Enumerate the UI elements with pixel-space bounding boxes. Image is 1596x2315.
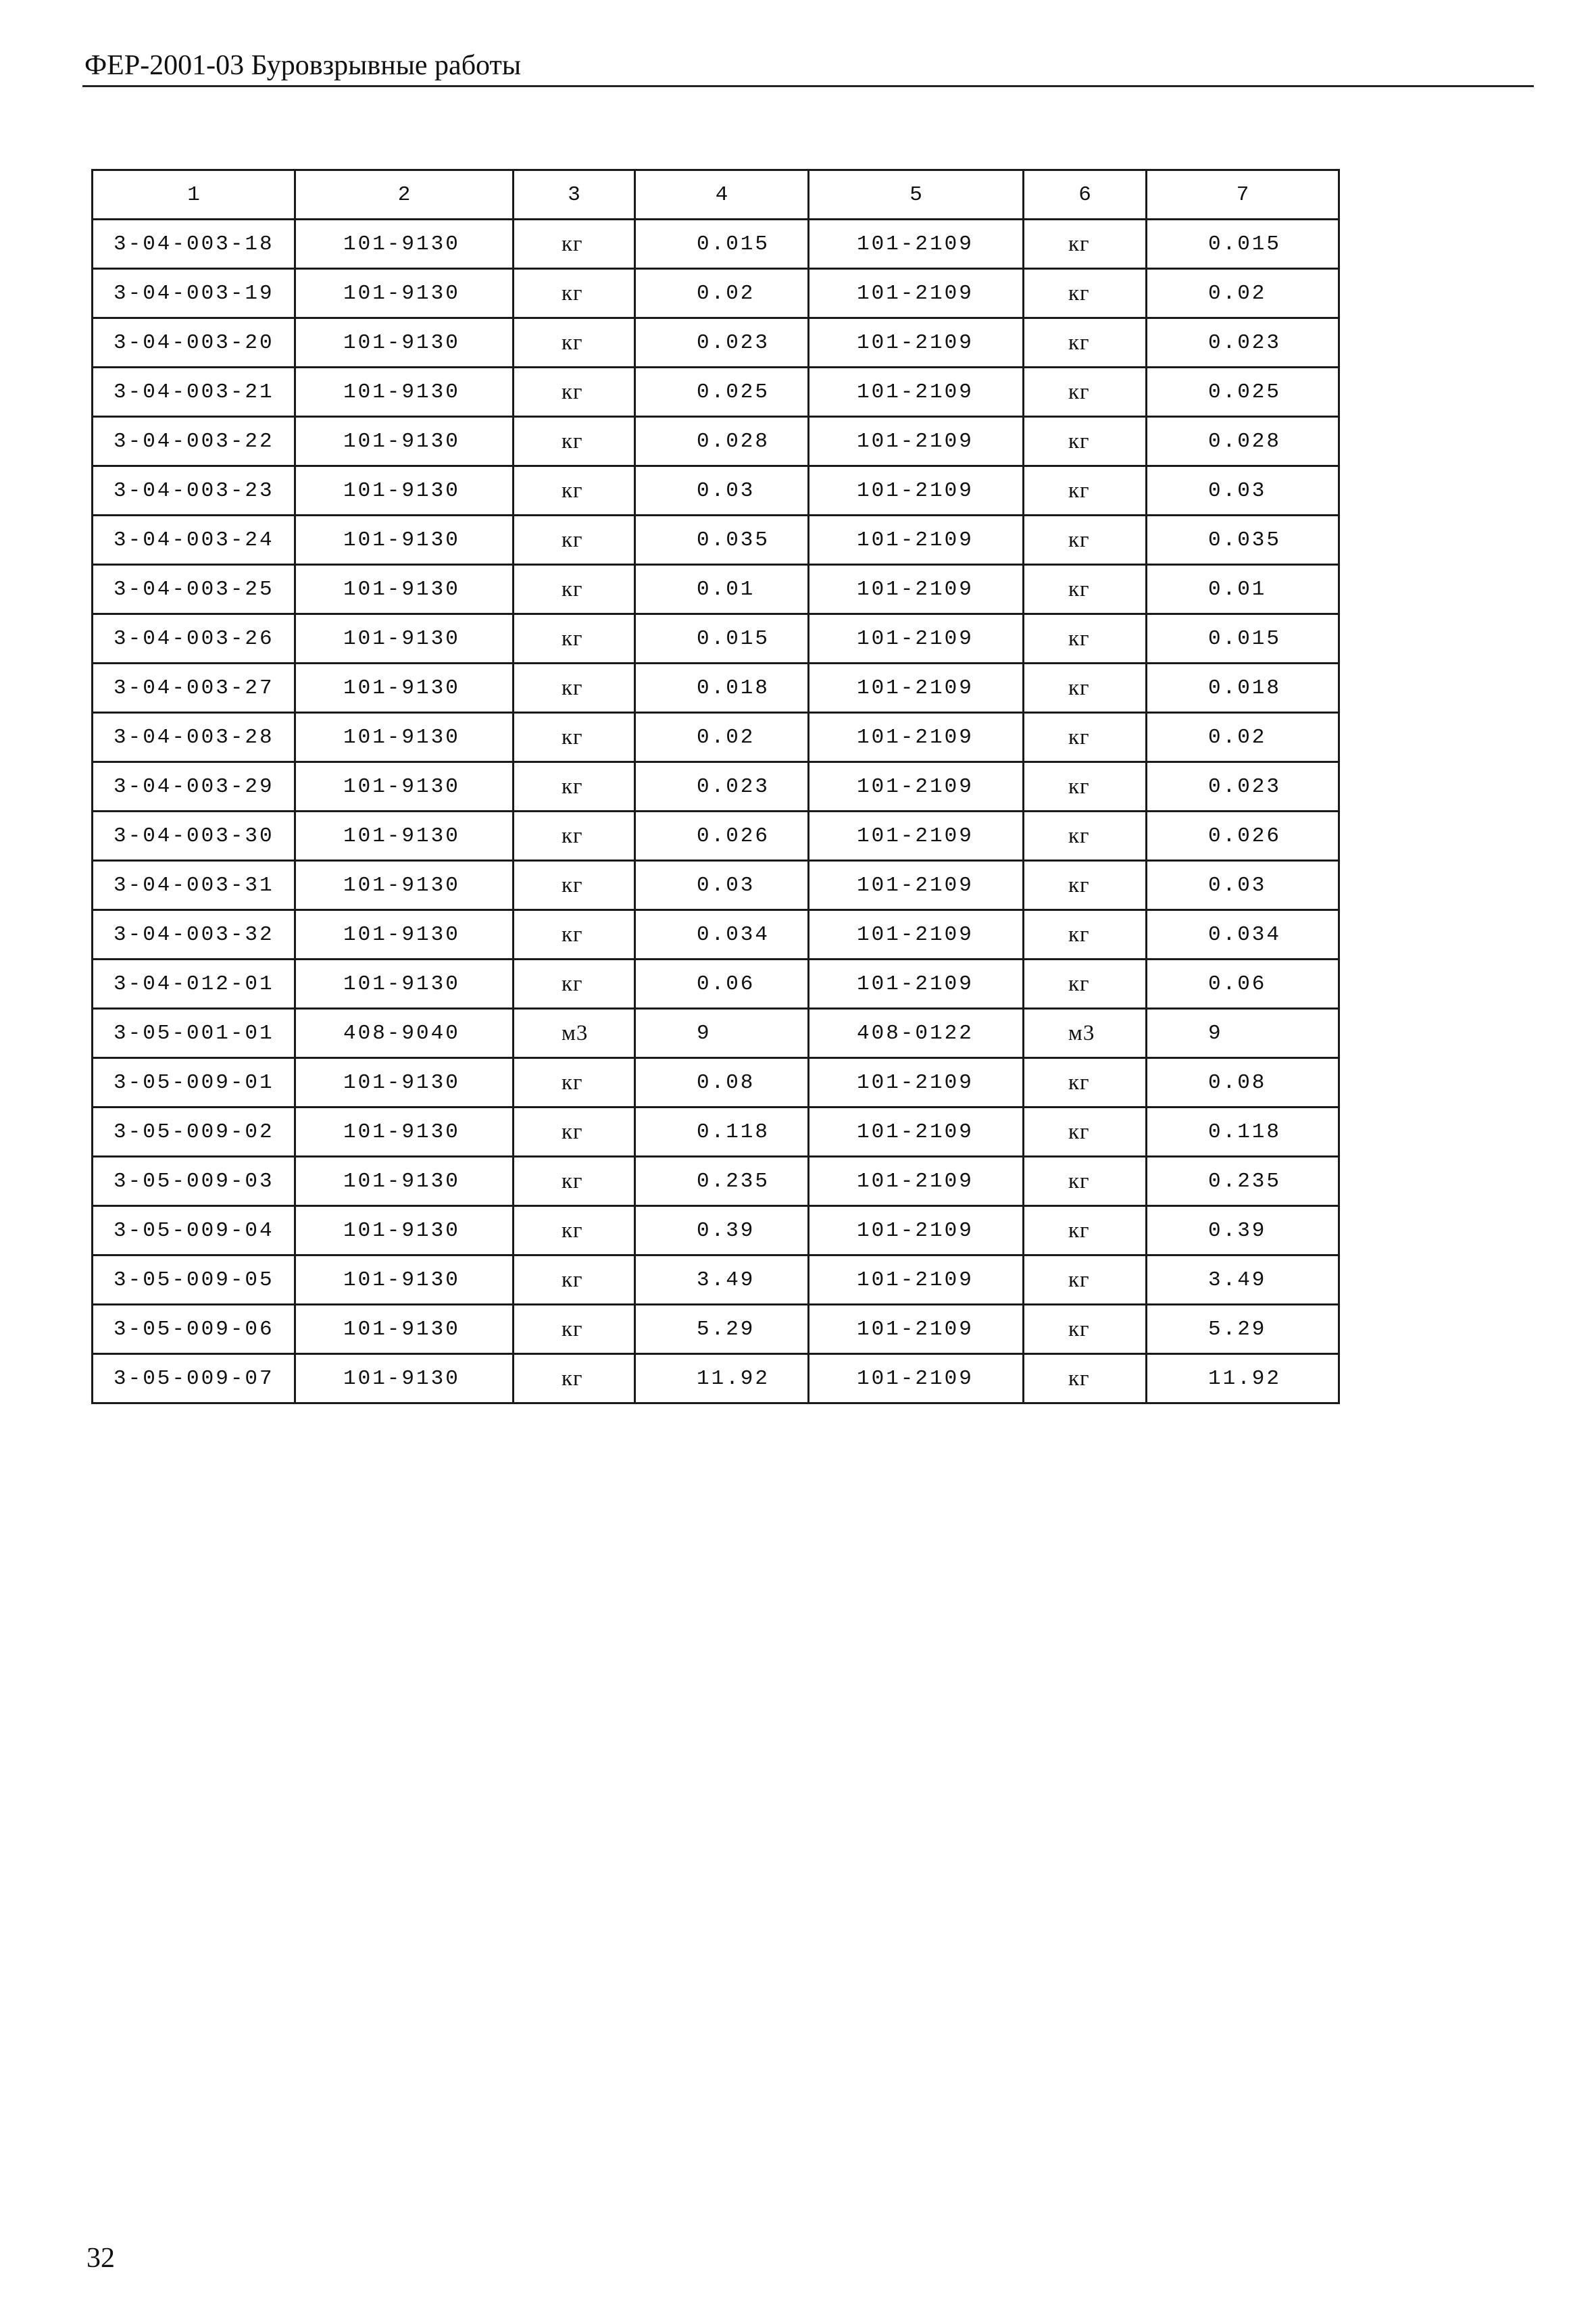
resource-code-cell: 101-9130 (295, 812, 514, 861)
replacement-code-cell: 101-2109 (809, 1058, 1024, 1107)
table-row (93, 318, 1339, 368)
column-header: 7 (1147, 170, 1339, 220)
quantity-cell: 0.235 (635, 1157, 809, 1206)
resource-code-cell: 101-9130 (295, 1206, 514, 1255)
table-row (93, 1009, 1339, 1058)
rate-code-cell: 3-04-003-29 (93, 762, 295, 812)
rate-code-cell: 3-05-009-01 (93, 1058, 295, 1107)
unit-cell: кг (514, 318, 635, 368)
unit-cell: кг (514, 220, 635, 269)
column-header: 6 (1024, 170, 1147, 220)
table-row (93, 861, 1339, 910)
resource-code-cell: 101-9130 (295, 417, 514, 466)
resource-code-cell: 101-9130 (295, 1255, 514, 1305)
quantity-cell: 11.92 (635, 1354, 809, 1403)
replacement-code-cell: 101-2109 (809, 812, 1024, 861)
rate-code-cell: 3-05-009-05 (93, 1255, 295, 1305)
quantity-cell: 5.29 (635, 1305, 809, 1354)
table-row (93, 466, 1339, 516)
rate-code-cell: 3-04-003-32 (93, 910, 295, 960)
table-body (93, 170, 1339, 1403)
replacement-unit-cell: кг (1024, 713, 1147, 762)
resource-code-cell: 101-9130 (295, 318, 514, 368)
rate-code-cell: 3-04-003-19 (93, 269, 295, 318)
resource-code-cell: 101-9130 (295, 1107, 514, 1157)
replacement-unit-cell: кг (1024, 1305, 1147, 1354)
replacement-code-cell: 101-2109 (809, 614, 1024, 664)
replacement-code-cell: 101-2109 (809, 1305, 1024, 1354)
quantity-cell: 0.018 (635, 664, 809, 713)
unit-cell: кг (514, 368, 635, 417)
table-row (93, 1354, 1339, 1403)
rate-code-cell: 3-04-012-01 (93, 960, 295, 1009)
resource-code-cell: 101-9130 (295, 1305, 514, 1354)
replacement-unit-cell: кг (1024, 664, 1147, 713)
resource-code-cell: 101-9130 (295, 220, 514, 269)
rate-code-cell: 3-04-003-27 (93, 664, 295, 713)
replacement-code-cell: 101-2109 (809, 1354, 1024, 1403)
table-row (93, 516, 1339, 565)
resource-code-cell: 101-9130 (295, 664, 514, 713)
quantity-cell: 0.03 (635, 466, 809, 516)
replacement-unit-cell: кг (1024, 614, 1147, 664)
replacement-unit-cell: кг (1024, 565, 1147, 614)
resource-code-cell: 101-9130 (295, 960, 514, 1009)
quantity-cell: 0.028 (635, 417, 809, 466)
column-header: 2 (295, 170, 514, 220)
replacement-code-cell: 101-2109 (809, 220, 1024, 269)
table-row (93, 565, 1339, 614)
resource-code-cell: 101-9130 (295, 614, 514, 664)
replacement-quantity-cell: 0.03 (1147, 466, 1339, 516)
replacement-quantity-cell: 0.02 (1147, 269, 1339, 318)
replacement-code-cell: 408-0122 (809, 1009, 1024, 1058)
rate-code-cell: 3-05-009-07 (93, 1354, 295, 1403)
replacement-unit-cell: кг (1024, 368, 1147, 417)
replacement-code-cell: 101-2109 (809, 269, 1024, 318)
replacement-code-cell: 101-2109 (809, 565, 1024, 614)
replacement-code-cell: 101-2109 (809, 368, 1024, 417)
unit-cell: кг (514, 1157, 635, 1206)
table-row (93, 1058, 1339, 1107)
table-row (93, 1305, 1339, 1354)
table-row (93, 1206, 1339, 1255)
replacement-code-cell: 101-2109 (809, 960, 1024, 1009)
unit-cell: кг (514, 664, 635, 713)
replacement-unit-cell: кг (1024, 417, 1147, 466)
replacement-unit-cell: кг (1024, 466, 1147, 516)
quantity-cell: 0.06 (635, 960, 809, 1009)
quantity-cell: 3.49 (635, 1255, 809, 1305)
replacement-quantity-cell: 9 (1147, 1009, 1339, 1058)
replacement-unit-cell: кг (1024, 1354, 1147, 1403)
quantity-cell: 0.03 (635, 861, 809, 910)
replacement-quantity-cell: 11.92 (1147, 1354, 1339, 1403)
replacement-unit-cell: кг (1024, 318, 1147, 368)
column-header: 4 (635, 170, 809, 220)
unit-cell: кг (514, 1107, 635, 1157)
replacement-quantity-cell: 0.015 (1147, 614, 1339, 664)
replacement-code-cell: 101-2109 (809, 466, 1024, 516)
resource-code-cell: 101-9130 (295, 1354, 514, 1403)
replacement-code-cell: 101-2109 (809, 516, 1024, 565)
replacement-code-cell: 101-2109 (809, 664, 1024, 713)
quantity-cell: 0.035 (635, 516, 809, 565)
rate-code-cell: 3-05-009-04 (93, 1206, 295, 1255)
resource-code-cell: 408-9040 (295, 1009, 514, 1058)
rates-table (91, 169, 1340, 1404)
resource-code-cell: 101-9130 (295, 910, 514, 960)
replacement-unit-cell: кг (1024, 1107, 1147, 1157)
rate-code-cell: 3-04-003-30 (93, 812, 295, 861)
quantity-cell: 0.026 (635, 812, 809, 861)
quantity-cell: 0.034 (635, 910, 809, 960)
resource-code-cell: 101-9130 (295, 269, 514, 318)
unit-cell: кг (514, 960, 635, 1009)
replacement-quantity-cell: 0.39 (1147, 1206, 1339, 1255)
quantity-cell: 0.01 (635, 565, 809, 614)
replacement-code-cell: 101-2109 (809, 1107, 1024, 1157)
unit-cell: кг (514, 910, 635, 960)
replacement-quantity-cell: 0.03 (1147, 861, 1339, 910)
quantity-cell: 0.02 (635, 713, 809, 762)
replacement-quantity-cell: 0.023 (1147, 762, 1339, 812)
replacement-unit-cell: кг (1024, 220, 1147, 269)
replacement-code-cell: 101-2109 (809, 762, 1024, 812)
quantity-cell: 0.08 (635, 1058, 809, 1107)
unit-cell: кг (514, 466, 635, 516)
table-row (93, 1107, 1339, 1157)
replacement-unit-cell: м3 (1024, 1009, 1147, 1058)
replacement-quantity-cell: 0.02 (1147, 713, 1339, 762)
replacement-quantity-cell: 5.29 (1147, 1305, 1339, 1354)
unit-cell: кг (514, 417, 635, 466)
table-row (93, 220, 1339, 269)
column-header: 3 (514, 170, 635, 220)
column-header: 5 (809, 170, 1024, 220)
quantity-cell: 0.023 (635, 762, 809, 812)
resource-code-cell: 101-9130 (295, 713, 514, 762)
replacement-quantity-cell: 0.026 (1147, 812, 1339, 861)
replacement-quantity-cell: 0.034 (1147, 910, 1339, 960)
replacement-quantity-cell: 0.06 (1147, 960, 1339, 1009)
replacement-code-cell: 101-2109 (809, 318, 1024, 368)
unit-cell: м3 (514, 1009, 635, 1058)
rate-code-cell: 3-04-003-23 (93, 466, 295, 516)
replacement-quantity-cell: 0.018 (1147, 664, 1339, 713)
quantity-cell: 0.025 (635, 368, 809, 417)
rate-code-cell: 3-04-003-25 (93, 565, 295, 614)
rate-code-cell: 3-04-003-31 (93, 861, 295, 910)
table-row (93, 762, 1339, 812)
rate-code-cell: 3-05-009-03 (93, 1157, 295, 1206)
resource-code-cell: 101-9130 (295, 1058, 514, 1107)
replacement-unit-cell: кг (1024, 269, 1147, 318)
resource-code-cell: 101-9130 (295, 861, 514, 910)
replacement-quantity-cell: 0.025 (1147, 368, 1339, 417)
resource-code-cell: 101-9130 (295, 762, 514, 812)
replacement-quantity-cell: 0.035 (1147, 516, 1339, 565)
replacement-quantity-cell: 0.023 (1147, 318, 1339, 368)
replacement-code-cell: 101-2109 (809, 1157, 1024, 1206)
replacement-unit-cell: кг (1024, 1255, 1147, 1305)
replacement-code-cell: 101-2109 (809, 861, 1024, 910)
replacement-unit-cell: кг (1024, 762, 1147, 812)
rate-code-cell: 3-05-001-01 (93, 1009, 295, 1058)
replacement-unit-cell: кг (1024, 1157, 1147, 1206)
resource-code-cell: 101-9130 (295, 516, 514, 565)
rate-code-cell: 3-04-003-20 (93, 318, 295, 368)
replacement-quantity-cell: 3.49 (1147, 1255, 1339, 1305)
column-number-row (93, 170, 1339, 220)
replacement-unit-cell: кг (1024, 516, 1147, 565)
unit-cell: кг (514, 812, 635, 861)
replacement-quantity-cell: 0.028 (1147, 417, 1339, 466)
replacement-quantity-cell: 0.015 (1147, 220, 1339, 269)
replacement-code-cell: 101-2109 (809, 1206, 1024, 1255)
table-row (93, 910, 1339, 960)
replacement-code-cell: 101-2109 (809, 1255, 1024, 1305)
unit-cell: кг (514, 762, 635, 812)
quantity-cell: 0.118 (635, 1107, 809, 1157)
table-row (93, 960, 1339, 1009)
replacement-unit-cell: кг (1024, 1058, 1147, 1107)
replacement-code-cell: 101-2109 (809, 910, 1024, 960)
unit-cell: кг (514, 1354, 635, 1403)
rate-code-cell: 3-04-003-18 (93, 220, 295, 269)
table-row (93, 417, 1339, 466)
unit-cell: кг (514, 1255, 635, 1305)
unit-cell: кг (514, 614, 635, 664)
table-row (93, 1157, 1339, 1206)
replacement-code-cell: 101-2109 (809, 417, 1024, 466)
resource-code-cell: 101-9130 (295, 368, 514, 417)
unit-cell: кг (514, 516, 635, 565)
page-title: ФЕР-2001-03 Буровзрывные работы (84, 50, 522, 81)
rate-code-cell: 3-04-003-24 (93, 516, 295, 565)
rate-code-cell: 3-04-003-28 (93, 713, 295, 762)
quantity-cell: 0.39 (635, 1206, 809, 1255)
unit-cell: кг (514, 1058, 635, 1107)
table-row (93, 1255, 1339, 1305)
replacement-quantity-cell: 0.01 (1147, 565, 1339, 614)
header-divider (82, 85, 1534, 87)
unit-cell: кг (514, 861, 635, 910)
unit-cell: кг (514, 1305, 635, 1354)
resource-code-cell: 101-9130 (295, 1157, 514, 1206)
replacement-unit-cell: кг (1024, 861, 1147, 910)
table-row (93, 713, 1339, 762)
unit-cell: кг (514, 565, 635, 614)
replacement-unit-cell: кг (1024, 960, 1147, 1009)
column-header: 1 (93, 170, 295, 220)
resource-code-cell: 101-9130 (295, 466, 514, 516)
table-row (93, 269, 1339, 318)
quantity-cell: 0.015 (635, 220, 809, 269)
unit-cell: кг (514, 269, 635, 318)
table-row (93, 368, 1339, 417)
rate-code-cell: 3-04-003-21 (93, 368, 295, 417)
quantity-cell: 9 (635, 1009, 809, 1058)
replacement-quantity-cell: 0.118 (1147, 1107, 1339, 1157)
unit-cell: кг (514, 1206, 635, 1255)
rate-code-cell: 3-04-003-22 (93, 417, 295, 466)
replacement-unit-cell: кг (1024, 812, 1147, 861)
table-row (93, 664, 1339, 713)
replacement-code-cell: 101-2109 (809, 713, 1024, 762)
quantity-cell: 0.023 (635, 318, 809, 368)
replacement-quantity-cell: 0.235 (1147, 1157, 1339, 1206)
replacement-quantity-cell: 0.08 (1147, 1058, 1339, 1107)
page-number: 32 (86, 2243, 115, 2274)
resource-code-cell: 101-9130 (295, 565, 514, 614)
table-row (93, 812, 1339, 861)
table-row (93, 614, 1339, 664)
unit-cell: кг (514, 713, 635, 762)
rate-code-cell: 3-05-009-06 (93, 1305, 295, 1354)
replacement-unit-cell: кг (1024, 1206, 1147, 1255)
replacement-unit-cell: кг (1024, 910, 1147, 960)
rate-code-cell: 3-04-003-26 (93, 614, 295, 664)
quantity-cell: 0.015 (635, 614, 809, 664)
quantity-cell: 0.02 (635, 269, 809, 318)
rate-code-cell: 3-05-009-02 (93, 1107, 295, 1157)
